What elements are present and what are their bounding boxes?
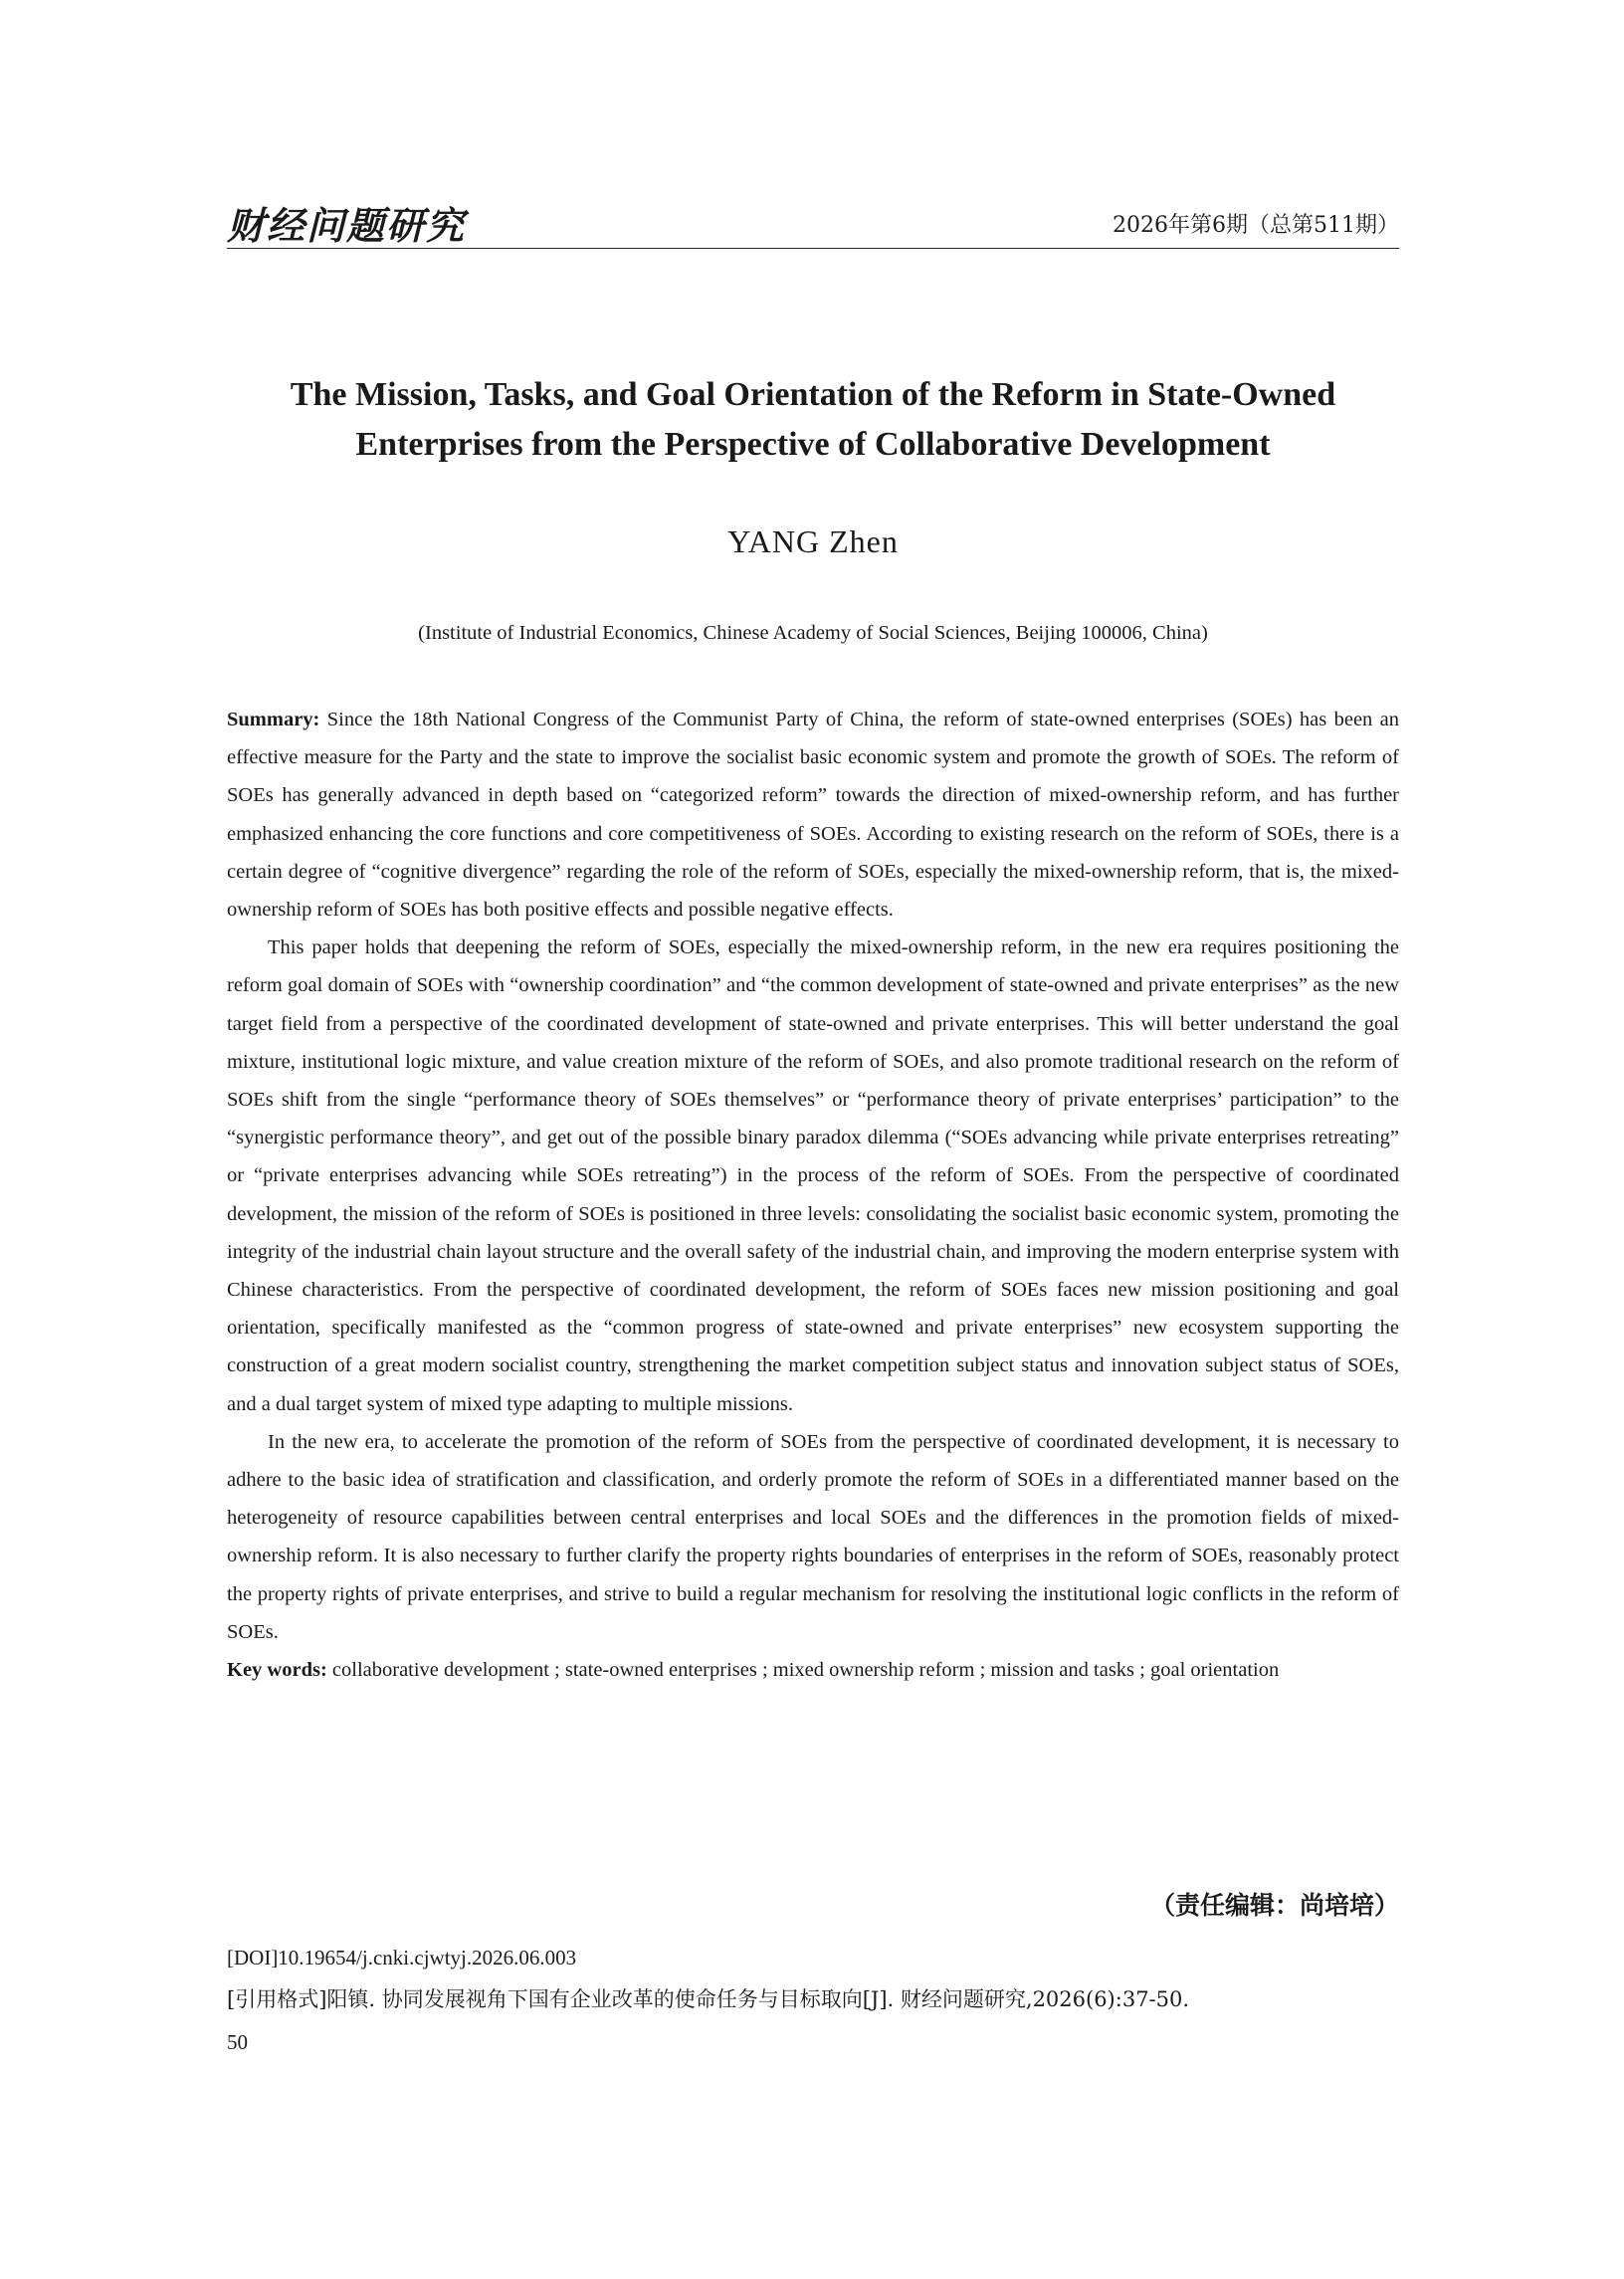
summary-paragraph-1 [227, 701, 1399, 929]
author-affiliation: (Institute of Industrial Economics, Chinese Academy of Social Sciences, Beijing 100006, China) [418, 622, 1208, 644]
issue-info: 2026年第6期（总第511期） [1113, 213, 1399, 238]
summary-text-1: Since the 18th National Congress of the Communist Party of China, the reform of state-owned enterprises (SOEs) has been an effective measure for the Party and the state to improve the socialist basic economic system and promote the growth of SOEs. The reform of SOEs has generally advanced in depth based on “categorized reform” towards the direction of mixed-ownership reform, and has further emphasized enhancing the core functions and core competitiveness of SOEs. According to existing research on the reform of SOEs, there is a certain degree of “cognitive divergence” regarding the role of the reform of SOEs, especially the mixed-ownership reform, that is, the mixed-ownership reform of SOEs has both positive effects and possible negative effects. [227, 709, 1400, 922]
doi-line: [DOI]10.19654/j.cnki.cjwtyj.2026.06.003 [227, 1946, 577, 1969]
keywords-label: Key words: [227, 1659, 327, 1682]
summary-paragraph-2: This paper holds that deepening the reform of SOEs, especially the mixed-ownership reform, in the new era requires positioning the reform goal domain of SOEs with “ownership coordination” and “the common development of state-owned and private enterprises” as the new target field from a perspective of the coordinated development of state-owned and private enterprises. This will better understand the goal mixture, institutional logic mixture, and value creation mixture of the reform of SOEs, and also promote traditional research on the reform of SOEs shift from the single “performance theory of SOEs themselves” or “performance theory of private enterprises’ participation” to the “synergistic performance theory”, and get out of the possible binary paradox dilemma (“SOEs advancing while private enterprises retreating” or “private enterprises advancing while SOEs retreating”) in the process of the reform of SOEs. From the perspective of coordinated development, the mission of the reform of SOEs is positioned in three levels: consolidating the socialist basic economic system, promoting the integrity of the industrial chain layout structure and the overall safety of the industrial chain, and improving the modern enterprise system with Chinese characteristics. From the perspective of coordinated development, the reform of SOEs faces new mission positioning and goal orientation, specifically manifested as the “common progress of state-owned and private enterprises” new ecosystem supporting the construction of a great modern socialist country, strengthening the market competition subject status and innovation subject status of SOEs, and a dual target system of mixed type adapting to multiple missions. [227, 936, 1399, 1415]
author-name: YANG Zhen [727, 523, 899, 559]
keywords-line [227, 1651, 1399, 1689]
abstract-section [227, 701, 1399, 1689]
summary-label: Summary: [227, 709, 320, 730]
citation-format: [引用格式]阳镇. 协同发展视角下国有企业改革的使命任务与目标取向[J]. 财经问题研究,2026(6):37-50. [227, 1987, 1190, 2011]
journal-logo: 财经问题研究 [227, 203, 467, 248]
running-header [227, 204, 1399, 249]
keywords-text: collaborative development ; state-owned enterprises ; mixed ownership reform ; mission and tasks ; goal orientation [331, 1659, 1280, 1682]
title-line-2: Enterprises from the Perspective of Collaborative Development [355, 426, 1271, 463]
title-line-1: The Mission, Tasks, and Goal Orientation of the Reform in State-Owned [290, 376, 1336, 413]
page-number: 50 [227, 2030, 248, 2054]
responsible-editor: （责任编辑：尚培培） [1149, 1891, 1399, 1920]
paper-title [227, 370, 1399, 470]
summary-paragraph-3: In the new era, to accelerate the promotion of the reform of SOEs from the perspective of coordinated development, it is necessary to adhere to the basic idea of stratification and classification, and orderly promote the reform of SOEs in a differentiated manner based on the heterogeneity of resource capabilities between central enterprises and local SOEs and the differences in the promotion fields of mixed-ownership reform. It is also necessary to further clarify the property rights boundaries of enterprises in the reform of SOEs, reasonably protect the property rights of private enterprises, and strive to build a regular mechanism for resolving the institutional logic conflicts in the reform of SOEs. [227, 1430, 1399, 1643]
